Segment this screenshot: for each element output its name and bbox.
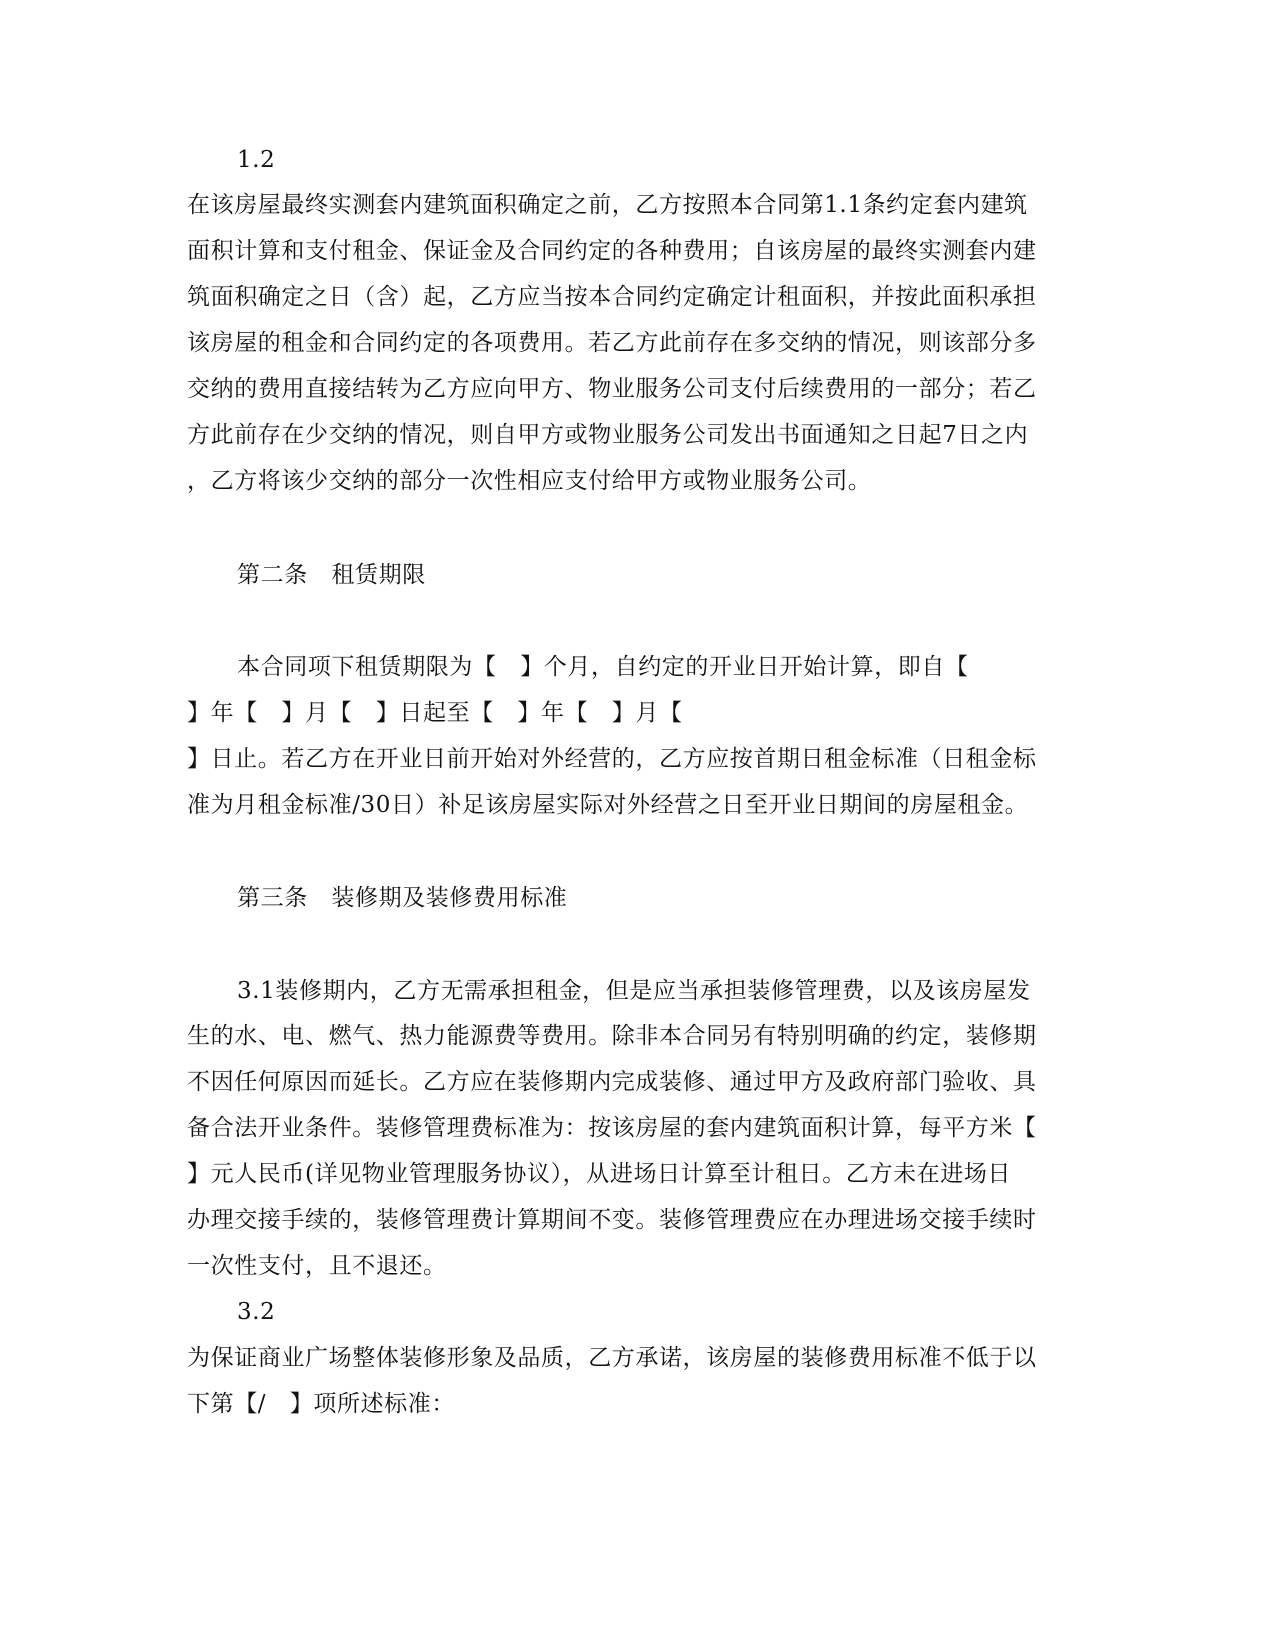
paragraph-line: 在该房屋最终实测套内建筑面积确定之前，乙方按照本合同第1.1条约定套内建筑 bbox=[187, 192, 1028, 218]
paragraph-line: 生的水、电、燃气、热力能源费等费用。除非本合同另有特别明确的约定，装修期 bbox=[187, 1023, 1037, 1049]
section-heading-article-3: 第三条 装修期及装修费用标准 bbox=[237, 885, 568, 911]
clause-number-3-2: 3.2 bbox=[237, 1299, 276, 1325]
paragraph-line: 交纳的费用直接结转为乙方应向甲方、物业服务公司支付后续费用的一部分；若乙 bbox=[187, 376, 1037, 402]
paragraph-line: 为保证商业广场整体装修形象及品质，乙方承诺，该房屋的装修费用标准不低于以 bbox=[187, 1345, 1037, 1371]
paragraph-line: 筑面积确定之日（含）起，乙方应当按本合同约定确定计租面积，并按此面积承担 bbox=[187, 284, 1037, 310]
paragraph-line: 该房屋的租金和合同约定的各项费用。若乙方此前存在多交纳的情况，则该部分多 bbox=[187, 330, 1037, 356]
paragraph-line: 方此前存在少交纳的情况，则自甲方或物业服务公司发出书面通知之日起7日之内 bbox=[187, 422, 1029, 448]
paragraph-line: 不因任何原因而延长。乙方应在装修期内完成装修、通过甲方及政府部门验收、具 bbox=[187, 1069, 1037, 1095]
paragraph-line: 下第【/ 】项所述标准： bbox=[187, 1391, 455, 1417]
paragraph-line: 】元人民币(详见物业管理服务协议），从进场日计算至计租日。乙方未在进场日 bbox=[187, 1161, 1012, 1187]
paragraph-line: 备合法开业条件。装修管理费标准为：按该房屋的套内建筑面积计算，每平方米【 bbox=[187, 1115, 1037, 1141]
section-heading-article-2: 第二条 租赁期限 bbox=[237, 562, 426, 588]
paragraph-line: 本合同项下租赁期限为【 】个月，自约定的开业日开始计算，即自【 bbox=[237, 654, 969, 680]
paragraph-line: 3.1装修期内，乙方无需承担租金，但是应当承担装修管理费，以及该房屋发 bbox=[237, 978, 1031, 1004]
paragraph-line: ，乙方将该少交纳的部分一次性相应支付给甲方或物业服务公司。 bbox=[187, 468, 872, 494]
paragraph-line: 准为月租金标准/30日）补足该房屋实际对外经营之日至开业日期间的房屋租金。 bbox=[187, 792, 1029, 818]
paragraph-line: 】年【 】月【 】日起至【 】年【 】月【 bbox=[187, 700, 683, 726]
paragraph-line: 面积计算和支付租金、保证金及合同约定的各种费用；自该房屋的最终实测套内建 bbox=[187, 238, 1037, 264]
clause-number-1-2: 1.2 bbox=[237, 147, 276, 173]
paragraph-line: 办理交接手续的，装修管理费计算期间不变。装修管理费应在办理进场交接手续时 bbox=[187, 1207, 1037, 1233]
paragraph-line: 】日止。若乙方在开业日前开始对外经营的，乙方应按首期日租金标准（日租金标 bbox=[187, 746, 1037, 772]
paragraph-line: 一次性支付，且不退还。 bbox=[187, 1253, 447, 1279]
